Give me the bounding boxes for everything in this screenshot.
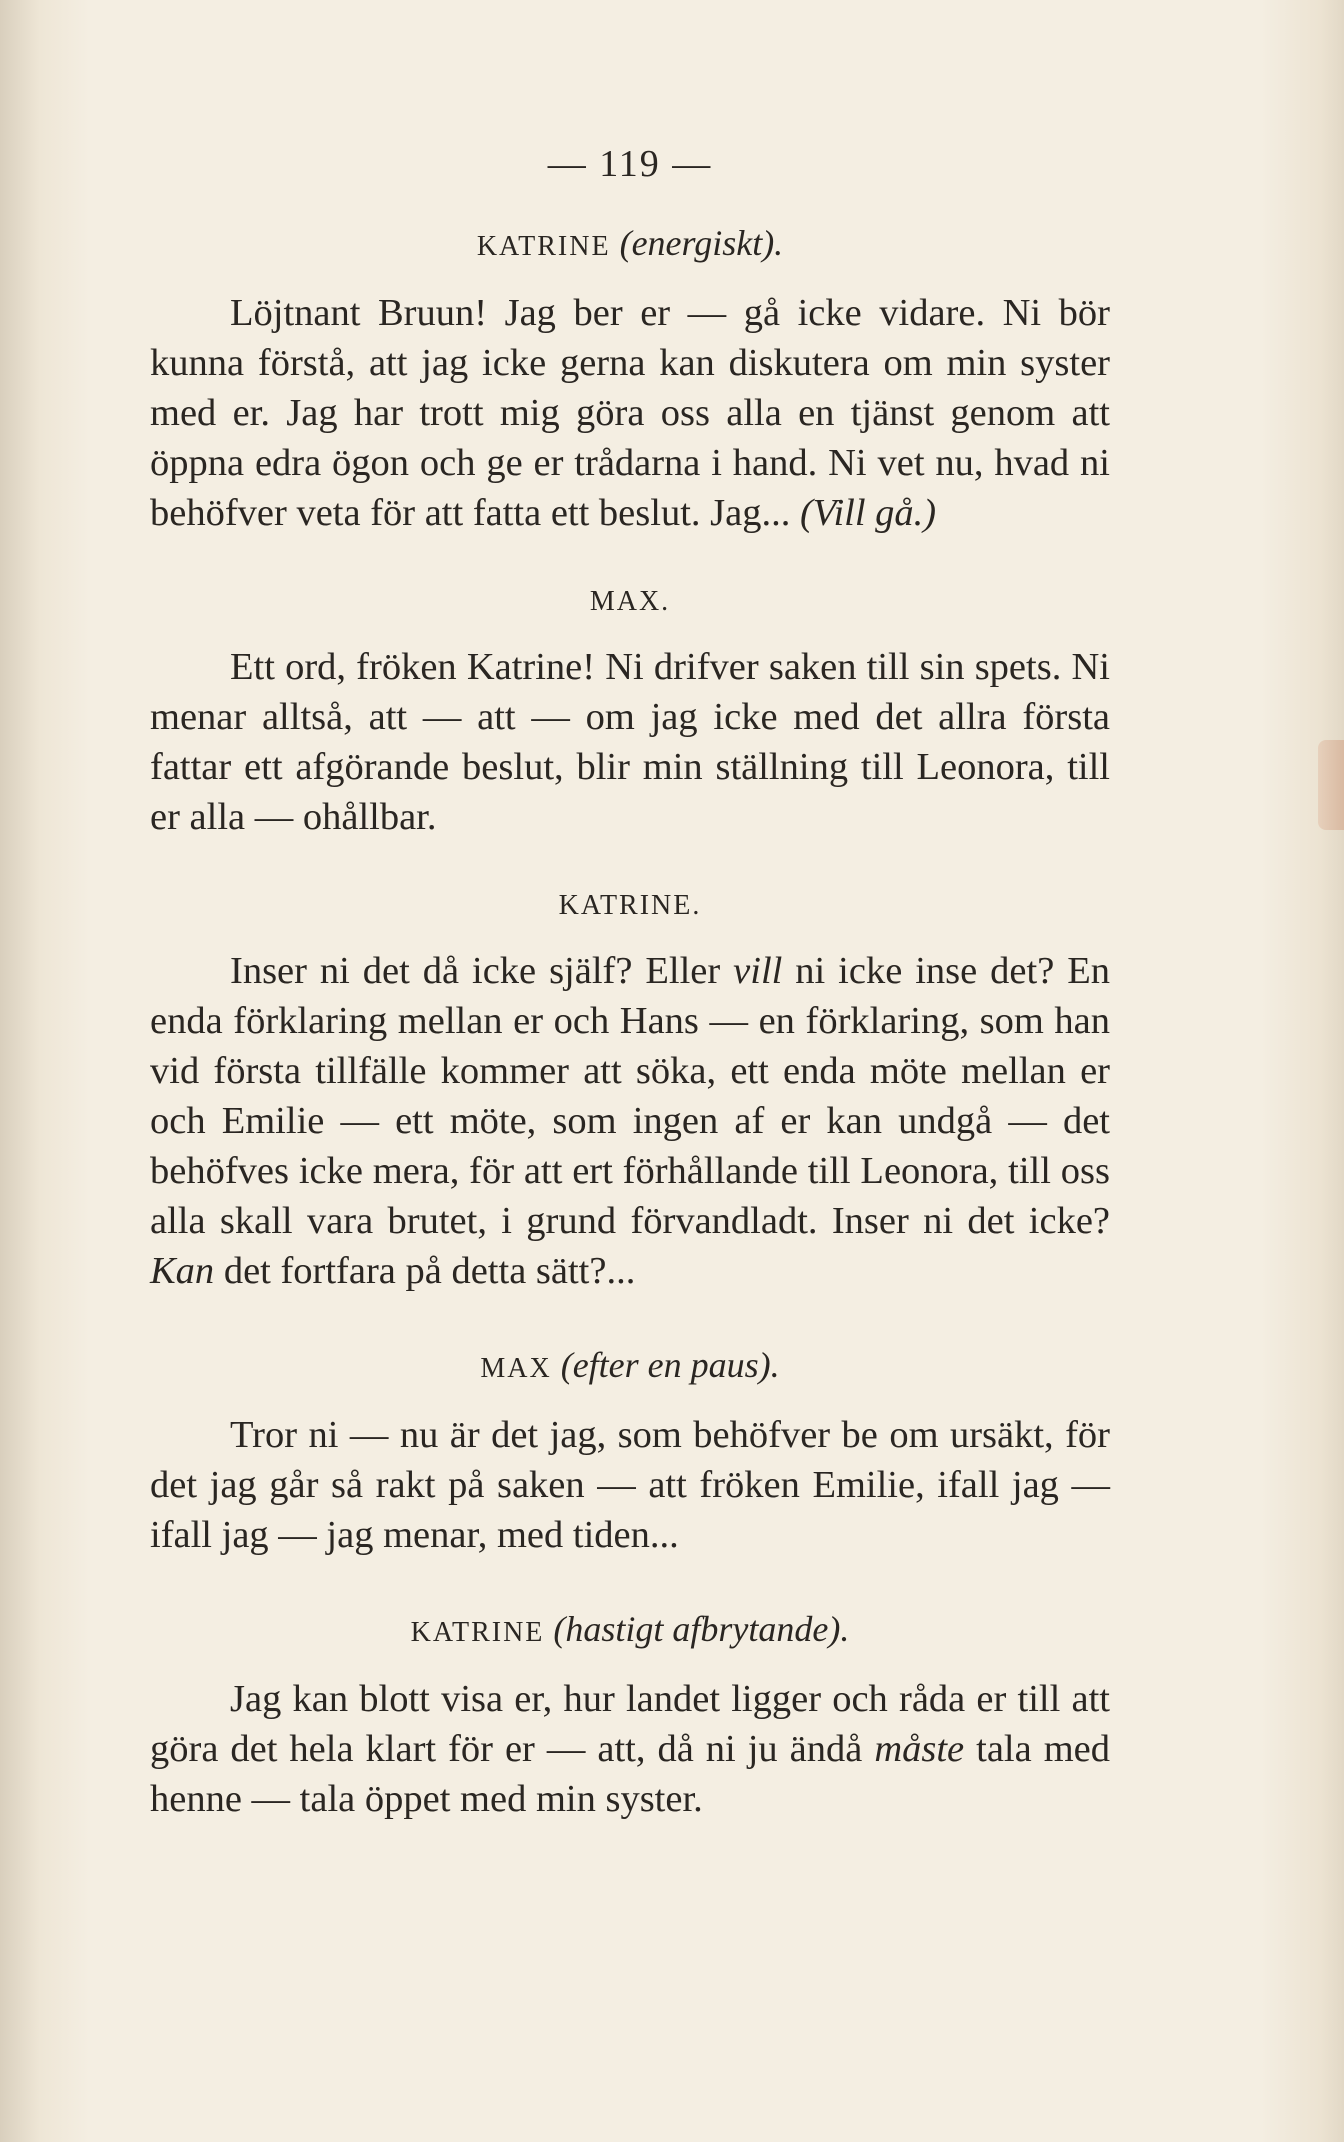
text-run: det fortfara på detta sätt?...	[214, 1250, 636, 1292]
speaker-heading	[150, 1344, 1110, 1386]
page-content	[150, 130, 1110, 1872]
text-run: Jag kan blott visa er, hur landet ligger och råda er till att göra det hela klart för er — att, då ni ju ändå	[150, 1678, 1110, 1770]
speaker-name: KATRINE.	[558, 890, 702, 921]
stage-direction: (efter en paus).	[560, 1345, 780, 1385]
text-run: Inser ni det då icke själf? Eller	[230, 950, 734, 992]
italic-text: Kan	[150, 1250, 215, 1292]
stage-direction: (hastigt afbrytande).	[553, 1609, 850, 1649]
speaker-heading	[150, 222, 1110, 264]
italic-text: (Vill gå.)	[799, 492, 937, 534]
speaker-heading	[150, 586, 1110, 618]
dialogue-paragraph	[150, 642, 1110, 842]
speaker-name: MAX.	[589, 586, 671, 617]
page-edge-tab	[1318, 740, 1344, 830]
speaker-heading	[150, 1608, 1110, 1650]
text-run: Ett ord, fröken Katrine! Ni drifver saken till sin spets. Ni menar alltså, att — att — om jag icke med det allra första fattar ett afgörande beslut, blir min ställning till Leonora, till er alla — ohållbar.	[150, 646, 1110, 838]
speaker-name: KATRINE	[476, 231, 611, 262]
speaker-name: MAX	[480, 1353, 552, 1384]
dialogue-blocks	[150, 222, 1110, 1824]
page-number: — 119 —	[547, 143, 713, 185]
stage-direction: (energiskt).	[619, 223, 784, 263]
speaker-heading	[150, 890, 1110, 922]
dialogue-paragraph	[150, 946, 1110, 1296]
speaker-name: KATRINE	[410, 1617, 545, 1648]
text-run: Löjtnant Bruun! Jag ber er — gå icke vidare. Ni bör kunna förstå, att jag icke gerna kan diskutera om min syster med er. Jag har trott mig göra oss alla en tjänst genom att öppna edra ögon och ge er trådarna i hand. Ni vet nu, hvad ni behöfver veta för att fatta ett beslut. Jag...	[150, 292, 1110, 534]
italic-text: måste	[874, 1728, 965, 1770]
dialogue-paragraph	[150, 288, 1110, 538]
text-run: tala med henne — tala öppet med min syster.	[150, 1728, 1110, 1820]
dialogue-paragraph	[150, 1410, 1110, 1560]
text-run: Tror ni — nu är det jag, som behöfver be om ursäkt, för det jag går så rakt på saken — att fröken Emilie, ifall jag — ifall jag — jag menar, med tiden...	[150, 1414, 1110, 1556]
dialogue-paragraph	[150, 1674, 1110, 1824]
text-run: ni icke inse det? En enda förklaring mellan er och Hans — en förklaring, som han vid första tillfälle kommer att söka, ett enda möte mellan er och Emilie — ett möte, som ingen af er kan undgå — det behöfves icke mera, för att ert förhållande till Leonora, till oss alla skall vara brutet, i grund förvandladt. Inser ni det icke?	[150, 950, 1110, 1242]
italic-text: vill	[733, 950, 783, 992]
